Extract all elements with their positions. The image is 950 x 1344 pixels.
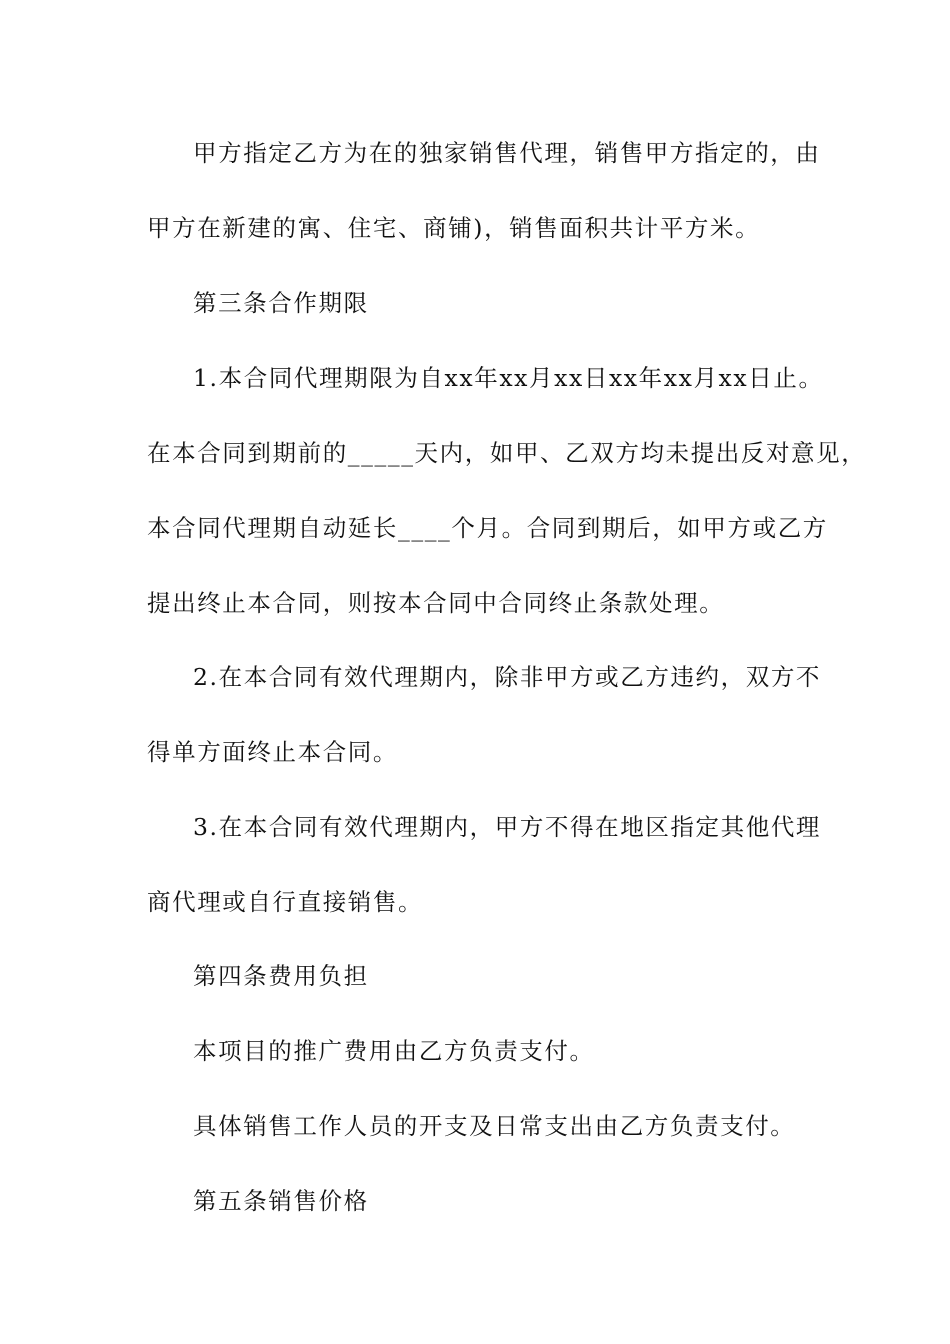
paragraph-line: 提出终止本合同，则按本合同中合同终止条款处理。 xyxy=(147,589,725,617)
paragraph-line: 本合同代理期自动延长____个月。合同到期后，如甲方或乙方 xyxy=(147,514,828,542)
paragraph-line: 得单方面终止本合同。 xyxy=(147,738,398,766)
paragraph-line: 商代理或自行直接销售。 xyxy=(147,888,424,916)
paragraph-line: 甲方在新建的寓、住宅、商铺)，销售面积共计平方米。 xyxy=(147,214,761,242)
section-heading: 第三条合作期限 xyxy=(193,289,369,317)
paragraph-line: 本项目的推广费用由乙方负责支付。 xyxy=(193,1037,595,1065)
section-heading: 第五条销售价格 xyxy=(193,1187,369,1215)
paragraph-line: 2.在本合同有效代理期内，除非甲方或乙方违约，双方不 xyxy=(193,663,822,691)
paragraph-line: 甲方指定乙方为在的独家销售代理，销售甲方指定的，由 xyxy=(193,139,821,167)
paragraph-line: 在本合同到期前的_____天内，如甲、乙双方均未提出反对意见， xyxy=(147,439,867,467)
paragraph-line: 1.本合同代理期限为自xx年xx月xx日xx年xx月xx日止。 xyxy=(193,364,824,392)
paragraph-line: 3.在本合同有效代理期内，甲方不得在地区指定其他代理 xyxy=(193,813,822,841)
section-heading: 第四条费用负担 xyxy=(193,962,369,990)
paragraph-line: 具体销售工作人员的开支及日常支出由乙方负责支付。 xyxy=(193,1112,796,1140)
